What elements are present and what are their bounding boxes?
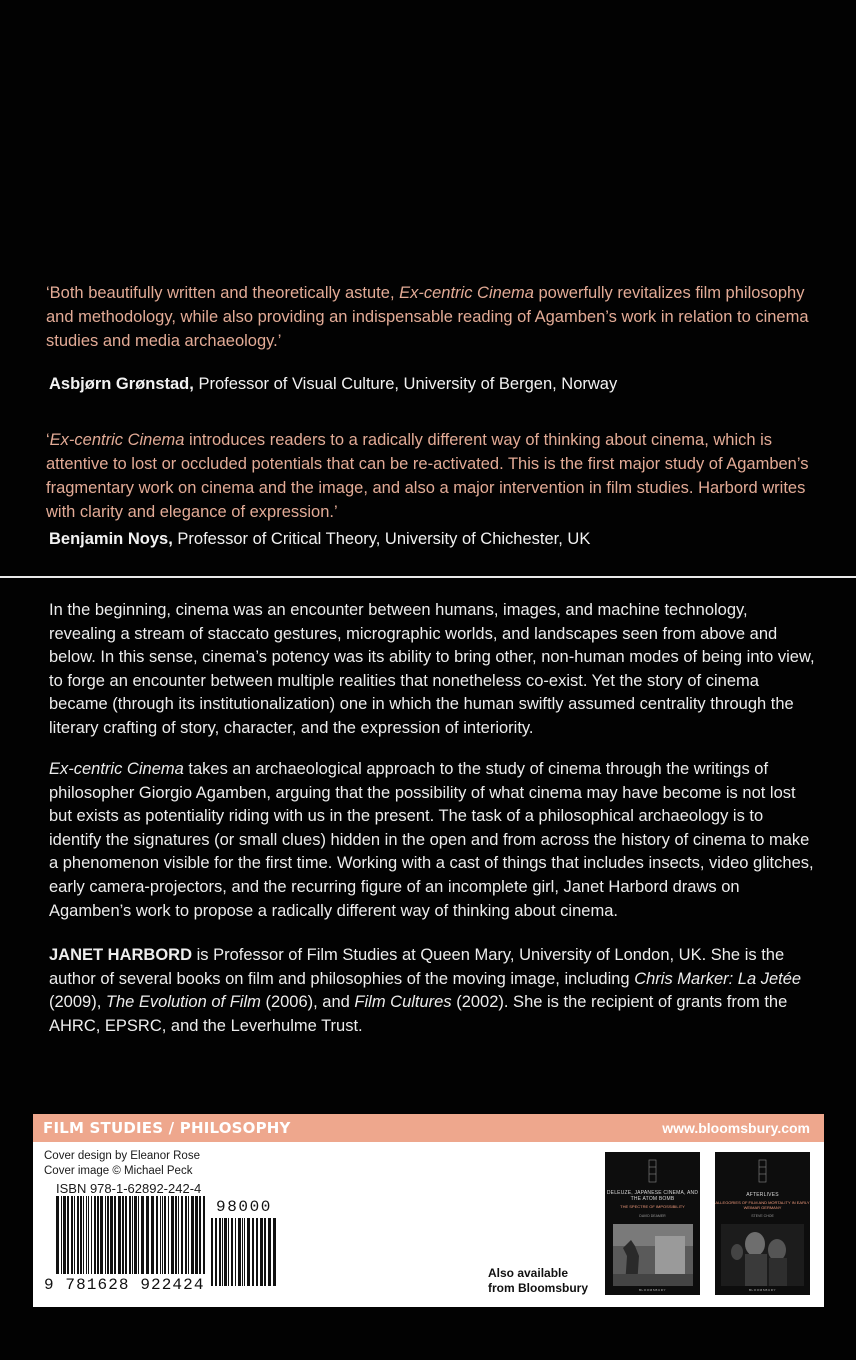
related-book-cover-2[interactable]	[715, 1152, 810, 1295]
barcode-bar	[134, 1196, 137, 1274]
barcode-bar	[91, 1196, 92, 1274]
barcode-bar	[256, 1218, 258, 1286]
barcode-bar	[151, 1196, 154, 1274]
quote-text: ‘	[46, 431, 50, 449]
bio-text: is Professor of Film Studies at Queen Mary, University of London, UK. She is the author of several books on film and philosophies of the moving image, including	[49, 946, 785, 988]
quote-text: ‘Both beautifully written and theoretically astute,	[46, 284, 400, 302]
barcode-bar	[260, 1218, 263, 1286]
barcode-bar	[132, 1196, 133, 1274]
price-barcode	[211, 1218, 281, 1286]
book-cover-art	[605, 1152, 700, 1295]
related-book-subtitle: THE SPECTRE OF IMPOSSIBILITY	[620, 1204, 685, 1209]
quote-text: introduces readers to a radically different way of thinking about cinema, which is attentive to lost or occluded potentials that can be re-activated. This is the first major study of Agamben’s fragmentary work on cinema and the image, and also a major intervention in film studies. Harbord writes with clarity and elegance of expression.’	[46, 431, 809, 521]
cover-design-credit: Cover design by Eleanor Rose	[44, 1150, 200, 1162]
related-book-cover-1[interactable]	[605, 1152, 700, 1295]
related-book-publisher: BLOOMSBURY	[638, 1288, 667, 1292]
also-available-line: from Bloomsbury	[488, 1281, 589, 1295]
bio-book-title: Chris Marker: La Jetée	[634, 969, 802, 988]
barcode-bar	[94, 1196, 96, 1274]
barcode-bar	[88, 1196, 89, 1274]
barcode-bar	[105, 1196, 106, 1274]
barcode-bar	[71, 1196, 73, 1274]
author-bio	[49, 944, 819, 1038]
barcode-bar	[83, 1196, 84, 1274]
bio-book-title: Film Cultures	[354, 993, 452, 1012]
barcode-bar	[168, 1196, 169, 1274]
barcode-bar	[211, 1218, 213, 1286]
barcode-bar	[224, 1218, 227, 1286]
related-book-author: DAVID DEAMER	[639, 1214, 666, 1218]
reviewer-affiliation: Professor of Critical Theory, University of Chichester, UK	[177, 530, 591, 548]
description-text: takes an archaeological approach to the study of cinema through the writings of philosopher Giorgio Agamben, arguing that the possibility of what cinema may have become is not lost but exists as potentiality riding with us in the present. The task of a philosophical archaeology is to identify the signatures (or small clues) hidden in the open and from across the history of cinema to make a phenomenon visible for the first time. Working with a cast of things that includes insects, video glitches, early camera-projectors, and the recurring figure of an incomplete girl, Janet Harbord draws on Agamben’s work to propose a radically different way of thinking about cinema.	[49, 760, 814, 920]
review-quote-1	[46, 281, 816, 353]
barcode-bar	[97, 1196, 99, 1274]
description-paragraph-2	[49, 758, 819, 923]
description-paragraph-1: In the beginning, cinema was an encounter between humans, images, and machine technology, revealing a stream of staccato gestures, micrographic worlds, and landscapes seen from above and below. In this sense, cinema’s potency was its ability to bring other, non-human modes of being into view, to forge an encounter between multiple realities that nonetheless co-exist. Yet the story of cinema became (through its institutionalization) one in which the human swiftly assumed centrality through the literary crafting of story, character, and the expression of interiority.	[49, 601, 815, 737]
barcode-bar	[141, 1196, 144, 1274]
quote-book-title: Ex-centric Cinema	[399, 284, 534, 302]
related-book-subtitle: ALLEGORIES OF FILM AND MORTALITY IN EARLY WEIMAR GERMANY	[715, 1200, 810, 1210]
barcode-bar	[244, 1218, 245, 1286]
barcode-bar	[252, 1218, 254, 1286]
barcode-bar	[118, 1196, 121, 1274]
barcode-bar	[228, 1218, 229, 1286]
barcode-bar	[122, 1196, 124, 1274]
also-available-line: Also available	[488, 1266, 569, 1280]
bio-text: (2006), and	[260, 993, 355, 1012]
barcode-bar	[80, 1196, 82, 1274]
cover-credits	[44, 1149, 200, 1178]
barcode-bar	[242, 1218, 243, 1286]
barcode-bar	[181, 1196, 183, 1274]
barcode-bar	[235, 1218, 236, 1286]
barcode-bar	[77, 1196, 79, 1274]
barcode-bar	[67, 1196, 69, 1274]
book-cover-art	[715, 1152, 810, 1295]
barcode-bar	[178, 1196, 179, 1274]
barcode-bar	[160, 1196, 161, 1274]
barcode-bar	[185, 1196, 187, 1274]
barcode-bar	[231, 1218, 233, 1286]
barcode-bar	[219, 1218, 221, 1286]
price-code-digits: 98000	[216, 1198, 273, 1216]
quote-text: powerfully revitalizes film philosophy and methodology, while also providing an indispensable reading of Agamben’s work in relation to cinema studies and media archaeology.’	[46, 284, 809, 350]
barcode-bar	[146, 1196, 149, 1274]
publisher-website[interactable]: www.bloomsbury.com	[662, 1120, 810, 1136]
barcode-bar	[191, 1196, 194, 1274]
barcode-bar	[63, 1196, 66, 1274]
barcode-bar	[61, 1196, 62, 1274]
related-book-author: STEVE CHOE	[751, 1214, 774, 1218]
barcode-bar	[199, 1196, 201, 1274]
barcode-digits: 9 781628 922424	[44, 1276, 205, 1294]
barcode-bar	[138, 1196, 139, 1274]
reviewer-affiliation: Professor of Visual Culture, University of Bergen, Norway	[198, 375, 618, 393]
barcode-bar	[273, 1218, 276, 1286]
author-name: JANET HARBORD	[49, 946, 193, 964]
book-title: Ex-centric Cinema	[49, 760, 184, 778]
barcode-bar	[114, 1196, 116, 1274]
barcode-bar	[203, 1196, 205, 1274]
barcode-bar	[56, 1196, 59, 1274]
bio-text: (2009),	[49, 993, 106, 1012]
bio-text: (2002). She is the recipient of grants from the AHRC, EPSRC, and the Leverhulme Trust.	[49, 993, 788, 1035]
reviewer-name: Benjamin Noys,	[49, 530, 173, 548]
related-book-title: AFTERLIVES	[746, 1192, 779, 1198]
barcode-bar	[215, 1218, 217, 1286]
barcode-bar	[164, 1196, 166, 1274]
cover-image-credit: Cover image © Michael Peck	[44, 1164, 193, 1177]
barcode-bar	[171, 1196, 174, 1274]
bio-book-title: The Evolution of Film	[105, 993, 261, 1012]
section-divider	[0, 576, 856, 578]
back-cover-footer	[33, 1114, 824, 1307]
barcode-bar	[175, 1196, 177, 1274]
barcode-bar	[107, 1196, 109, 1274]
barcode-bar	[195, 1196, 198, 1274]
barcode-bar	[268, 1218, 271, 1286]
barcode-bar	[222, 1218, 223, 1286]
barcode-bar	[247, 1218, 250, 1286]
related-book-title: DELEUZE, JAPANESE CINEMA, AND THE ATOM BOMB	[606, 1190, 699, 1202]
review-quote-2	[46, 428, 816, 524]
barcode-bar	[188, 1196, 189, 1274]
review-attribution-1	[49, 373, 819, 395]
isbn-barcode	[56, 1196, 206, 1274]
review-attribution-2	[49, 528, 819, 550]
category-label: FILM STUDIES / PHILOSOPHY	[43, 1119, 291, 1137]
barcode-bar	[74, 1196, 75, 1274]
barcode-bar	[125, 1196, 127, 1274]
barcode-bar	[110, 1196, 113, 1274]
reviewer-name: Asbjørn Grønstad,	[49, 375, 194, 393]
barcode-bar	[238, 1218, 241, 1286]
category-band	[33, 1114, 824, 1142]
barcode-bar	[86, 1196, 87, 1274]
barcode-bar	[264, 1218, 266, 1286]
barcode-bar	[129, 1196, 131, 1274]
quote-book-title: Ex-centric Cinema	[49, 431, 185, 449]
isbn-label: ISBN 978-1-62892-242-4	[56, 1181, 202, 1196]
also-available-label	[488, 1266, 588, 1296]
related-book-publisher: BLOOMSBURY	[748, 1288, 777, 1292]
barcode-bar	[100, 1196, 103, 1274]
barcode-bar	[162, 1196, 163, 1274]
barcode-bar	[156, 1196, 158, 1274]
